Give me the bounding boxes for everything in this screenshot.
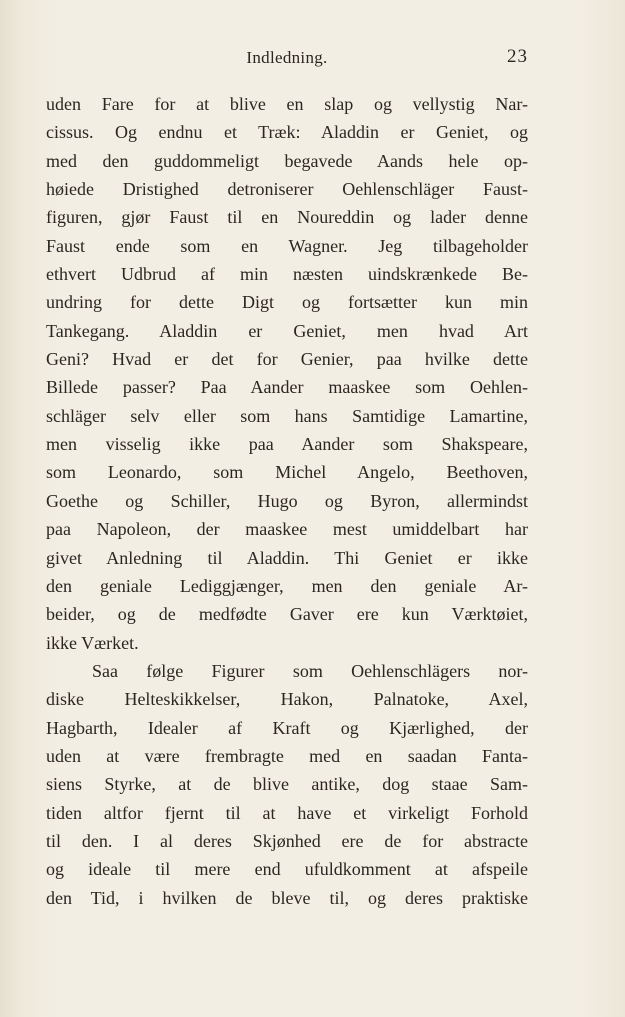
text-line: Hagbarth, Idealer af Kraft og Kjærlighed, der <box>46 717 528 738</box>
text-line: diske Helteskikkelser, Hakon, Palnatoke, Axel, <box>46 689 528 710</box>
text-line: som Leonardo, som Michel Angelo, Beethoven, <box>46 462 528 483</box>
running-title: Indledning. <box>246 48 328 67</box>
text-line: siens Styrke, at de blive antike, dog staae Sam- <box>46 774 528 795</box>
page-number: 23 <box>507 46 528 67</box>
text-line: Faust ende som en Wagner. Jeg tilbageholder <box>46 235 528 256</box>
text-line: den Tid, i hvilken de bleve til, og deres praktiske <box>46 887 528 908</box>
text-line: tiden altfor fjernt til at have et virkeligt Forhold <box>46 802 528 823</box>
text-line: givet Anledning til Aladdin. Thi Geniet er ikke <box>46 547 528 568</box>
running-header <box>46 46 528 72</box>
text-line: med den guddommeligt begavede Aands hele op- <box>46 150 528 171</box>
text-line: ikke Værket. <box>46 632 139 653</box>
text-line: schläger selv eller som hans Samtidige Lamartine, <box>46 405 528 426</box>
text-line: Tankegang. Aladdin er Geniet, men hvad Art <box>46 320 528 341</box>
text-line: ethvert Udbrud af min næsten uindskrænkede Be- <box>46 264 528 285</box>
text-line: og ideale til mere end ufuldkomment at afspeile <box>46 859 528 880</box>
text-line: høiede Dristighed detroniserer Oehlenschläger Faust- <box>46 179 528 200</box>
text-line: figuren, gjør Faust til en Noureddin og lader denne <box>46 207 528 228</box>
text-line: men visselig ikke paa Aander som Shakspeare, <box>46 434 528 455</box>
text-line: Billede passer? Paa Aander maaskee som Oehlen- <box>46 377 528 398</box>
text-line: uden at være frembragte med en saadan Fanta- <box>46 745 528 766</box>
text-line: den geniale Lediggjænger, men den geniale Ar- <box>46 575 528 596</box>
text-line: beider, og de medfødte Gaver ere kun Værktøiet, <box>46 604 528 625</box>
text-line: uden Fare for at blive en slap og vellystig Nar- <box>46 94 528 114</box>
body-text <box>46 90 528 912</box>
text-line: undring for dette Digt og fortsætter kun min <box>46 292 528 313</box>
text-line: Goethe og Schiller, Hugo og Byron, allermindst <box>46 490 528 511</box>
text-line: cissus. Og endnu et Træk: Aladdin er Geniet, og <box>46 122 528 143</box>
text-line: til den. I al deres Skjønhed ere de for abstracte <box>46 830 528 851</box>
text-line: Geni? Hvad er det for Genier, paa hvilke dette <box>46 349 528 370</box>
text-line: paa Napoleon, der maaskee mest umiddelbart har <box>46 519 528 540</box>
text-line-indented: Saa følge Figurer som Oehlenschlägers nor- <box>92 660 528 681</box>
